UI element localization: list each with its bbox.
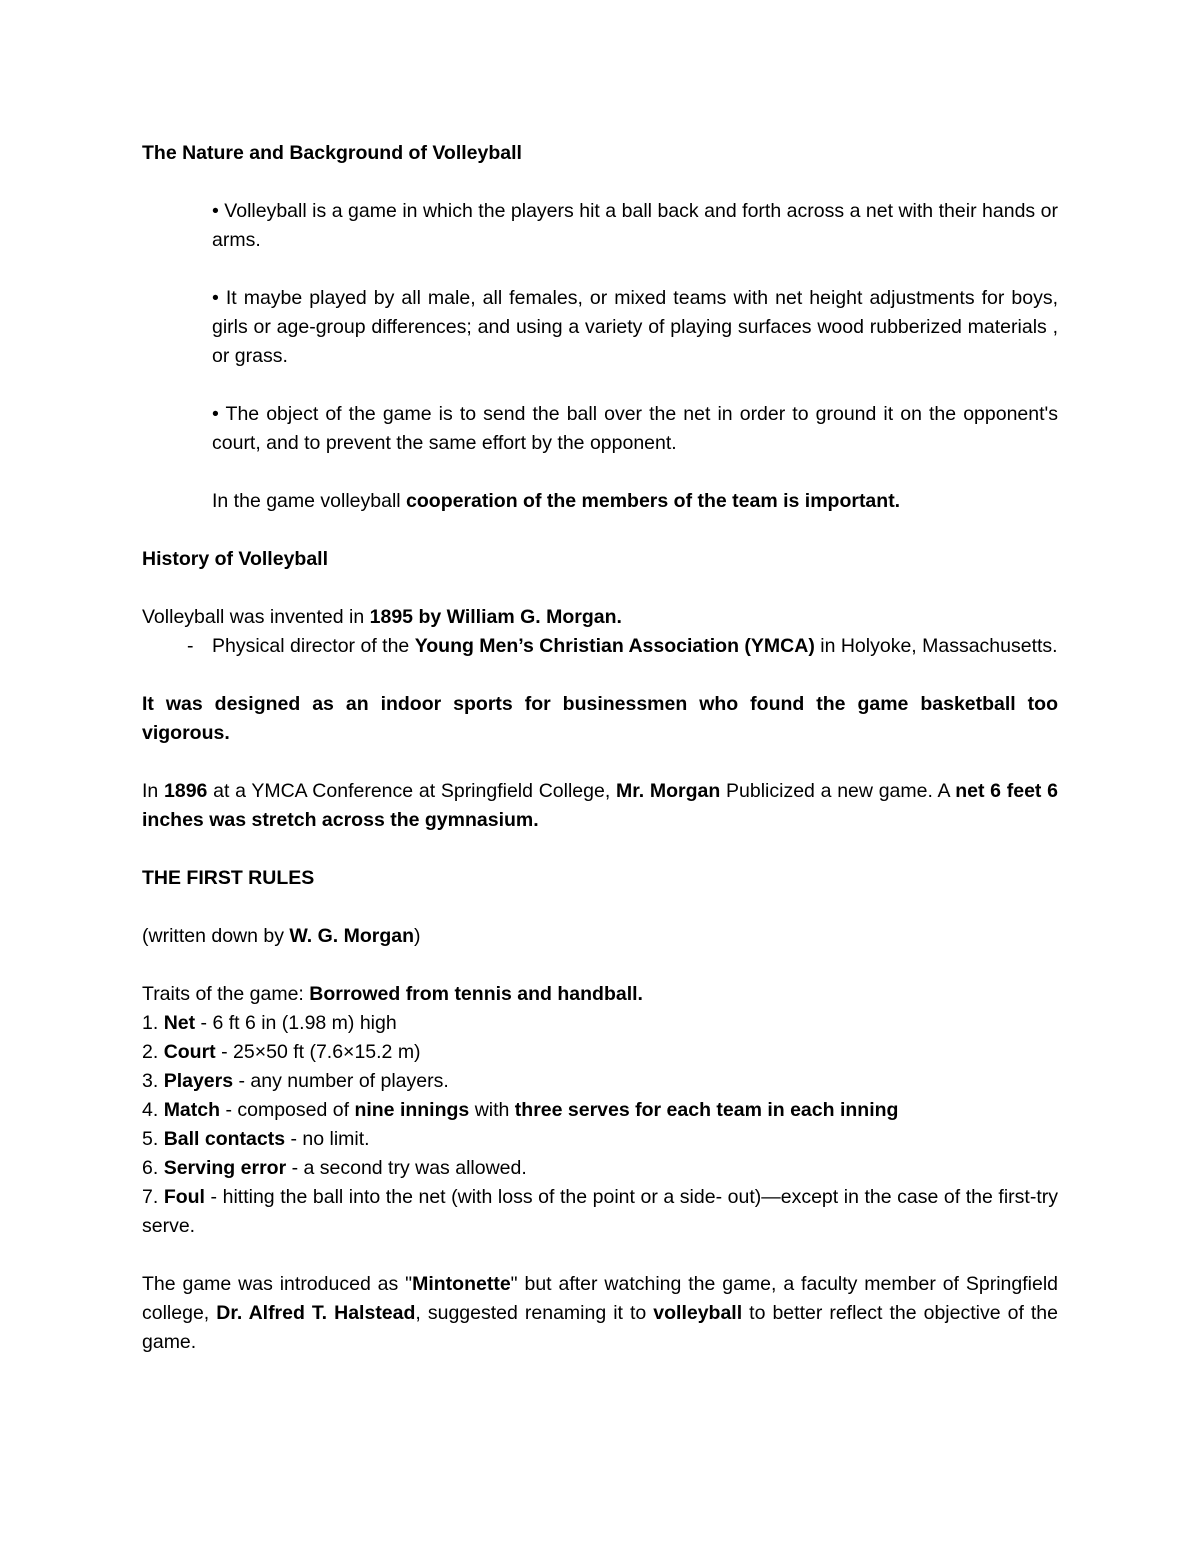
invented-bold: 1895 by William G. Morgan.: [369, 606, 622, 628]
rule-number: 6.: [142, 1157, 164, 1179]
closing-text-3: , suggested renaming it to: [415, 1302, 654, 1324]
rule-number: 2.: [142, 1041, 164, 1063]
closing-text-4: to better reflect the objective of the game.: [142, 1302, 1058, 1353]
dash-suffix: in Holyoke, Massachusetts.: [814, 635, 1058, 657]
rule-term: Foul: [163, 1186, 205, 1208]
cooperation-paragraph: [212, 487, 1058, 516]
cooperation-prefix: In the game volleyball: [212, 490, 407, 512]
traits-bold: Borrowed from tennis and handball.: [309, 983, 643, 1005]
invented-prefix: Volleyball was invented in: [142, 606, 370, 628]
closing-text-1: The game was introduced as ": [142, 1273, 413, 1295]
written-by-paragraph: [142, 922, 1058, 951]
publicized-text-2: at a YMCA Conference at Springfield College,: [207, 780, 616, 802]
rule-term: Ball contacts: [163, 1128, 286, 1150]
section-title-first-rules: THE FIRST RULES: [142, 867, 315, 889]
closing-bold-2: Dr. Alfred T. Halstead: [216, 1302, 416, 1324]
document-page: [142, 139, 1058, 1357]
rule-bold-3: three serves for each team in each inning: [514, 1099, 899, 1121]
rule-desc-2: with: [469, 1099, 515, 1121]
rule-item-serving-error: [142, 1154, 1058, 1183]
rule-desc: - a second try was allowed.: [286, 1157, 527, 1179]
closing-paragraph: [142, 1270, 1058, 1357]
rule-term: Serving error: [163, 1157, 287, 1179]
traits-paragraph: [142, 980, 1058, 1009]
publicized-paragraph: [142, 777, 1058, 835]
publicized-text-3: Publicized a new game. A: [720, 780, 956, 802]
closing-text-2: " but after watching the game, a faculty member of Springfield college,: [142, 1273, 1058, 1324]
bullet-teams: • It maybe played by all male, all females, or mixed teams with net height adjustments for boys, girls or age-group differences; and using a variety of playing surfaces wood rubberized materials , or grass.: [212, 287, 1058, 367]
rule-desc: - composed of: [220, 1099, 355, 1121]
closing-bold-1: Mintonette: [412, 1273, 511, 1295]
rule-item-ball-contacts: [142, 1125, 1058, 1154]
rules-list: [142, 1009, 1058, 1241]
rule-item-foul: [142, 1183, 1058, 1241]
bullet-object: • The object of the game is to send the ball over the net in order to ground it on the opponent's court, and to prevent the same effort by the opponent.: [212, 403, 1058, 454]
dash-item-physical-director: [187, 632, 1058, 661]
rule-number: 4.: [142, 1099, 164, 1121]
rule-number: 3.: [142, 1070, 164, 1092]
rule-item-net: [142, 1009, 1058, 1038]
written-prefix: (written down by: [142, 925, 290, 947]
rule-desc: - no limit.: [285, 1128, 370, 1150]
bullet-definition: • Volleyball is a game in which the players hit a ball back and forth across a net with their hands or arms.: [212, 200, 1058, 251]
rule-item-court: [142, 1038, 1058, 1067]
rule-desc: - 6 ft 6 in (1.98 m) high: [195, 1012, 397, 1034]
designed-paragraph: It was designed as an indoor sports for businessmen who found the game basketball too vigorous.: [142, 693, 1058, 744]
written-bold: W. G. Morgan: [289, 925, 414, 947]
rule-term: Match: [163, 1099, 221, 1121]
traits-prefix: Traits of the game:: [142, 983, 310, 1005]
dash-symbol: -: [187, 635, 194, 657]
section-title-history: History of Volleyball: [142, 548, 329, 570]
publicized-text-1: In: [142, 780, 164, 802]
rule-number: 7.: [142, 1186, 164, 1208]
publicized-bold-1: 1896: [164, 780, 208, 802]
rule-number: 1.: [142, 1012, 164, 1034]
invented-paragraph: [142, 603, 1058, 632]
rule-item-players: [142, 1067, 1058, 1096]
rule-desc: - hitting the ball into the net (with loss of the point or a side- out)—except in the case of the first-try serve.: [142, 1186, 1058, 1237]
section-title-nature: The Nature and Background of Volleyball: [142, 142, 522, 164]
publicized-bold-3: net 6 feet 6 inches was stretch across the gymnasium.: [142, 780, 1058, 831]
rule-term: Court: [163, 1041, 216, 1063]
cooperation-bold: cooperation of the members of the team is important.: [406, 490, 901, 512]
dash-bold: Young Men’s Christian Association (YMCA): [414, 635, 815, 657]
rule-item-match: [142, 1096, 1058, 1125]
dash-prefix: Physical director of the: [212, 635, 415, 657]
rule-desc: - any number of players.: [233, 1070, 449, 1092]
rule-term: Players: [163, 1070, 234, 1092]
rule-desc: - 25×50 ft (7.6×15.2 m): [215, 1041, 421, 1063]
publicized-bold-2: Mr. Morgan: [615, 780, 721, 802]
closing-bold-3: volleyball: [653, 1302, 743, 1324]
written-suffix: ): [414, 925, 421, 947]
rule-bold-2: nine innings: [354, 1099, 470, 1121]
rule-term: Net: [163, 1012, 196, 1034]
rule-number: 5.: [142, 1128, 164, 1150]
